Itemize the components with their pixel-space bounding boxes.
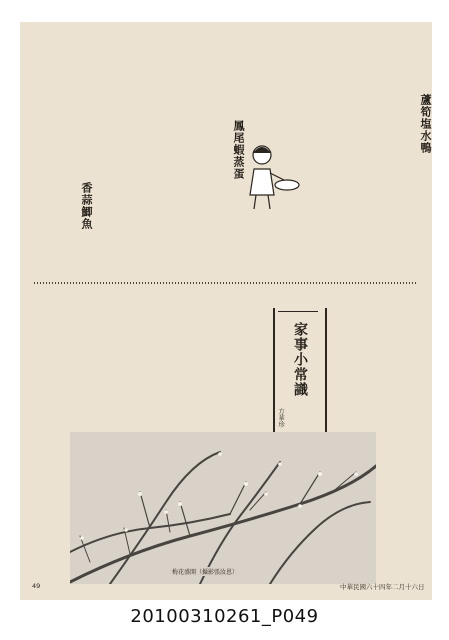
- tips-column-right: [328, 294, 422, 422]
- column-byline: 方華珍: [277, 408, 285, 428]
- plum-blossom-photo: [70, 432, 376, 584]
- recipe2-body: [136, 84, 224, 274]
- tips-column-mid: [180, 294, 268, 422]
- recipe1-continued: [244, 84, 316, 142]
- cook-illustration: [242, 143, 300, 213]
- column-title: 家事小常識: [292, 322, 308, 397]
- recipe3-body: [34, 84, 74, 274]
- page-number: 49: [32, 582, 41, 590]
- recipe2-title: 鳳尾蝦蒸蛋: [232, 120, 245, 180]
- recipe1-note: [290, 212, 316, 272]
- recipe1-title: 蘆筍塩水鴨: [419, 94, 432, 154]
- tips-column-left: [34, 294, 174, 422]
- recipe1-body: [320, 84, 408, 274]
- recipe3-title: 香蒜鯽魚: [80, 182, 93, 230]
- archive-id: 20100310261_P049: [130, 606, 319, 627]
- magazine-page: [20, 22, 432, 600]
- photo-caption: 梅花盛開（攝影張汝恩）: [172, 569, 239, 576]
- date-line: 中華民國六十四年二月十六日: [340, 583, 425, 591]
- section-divider: [34, 282, 418, 284]
